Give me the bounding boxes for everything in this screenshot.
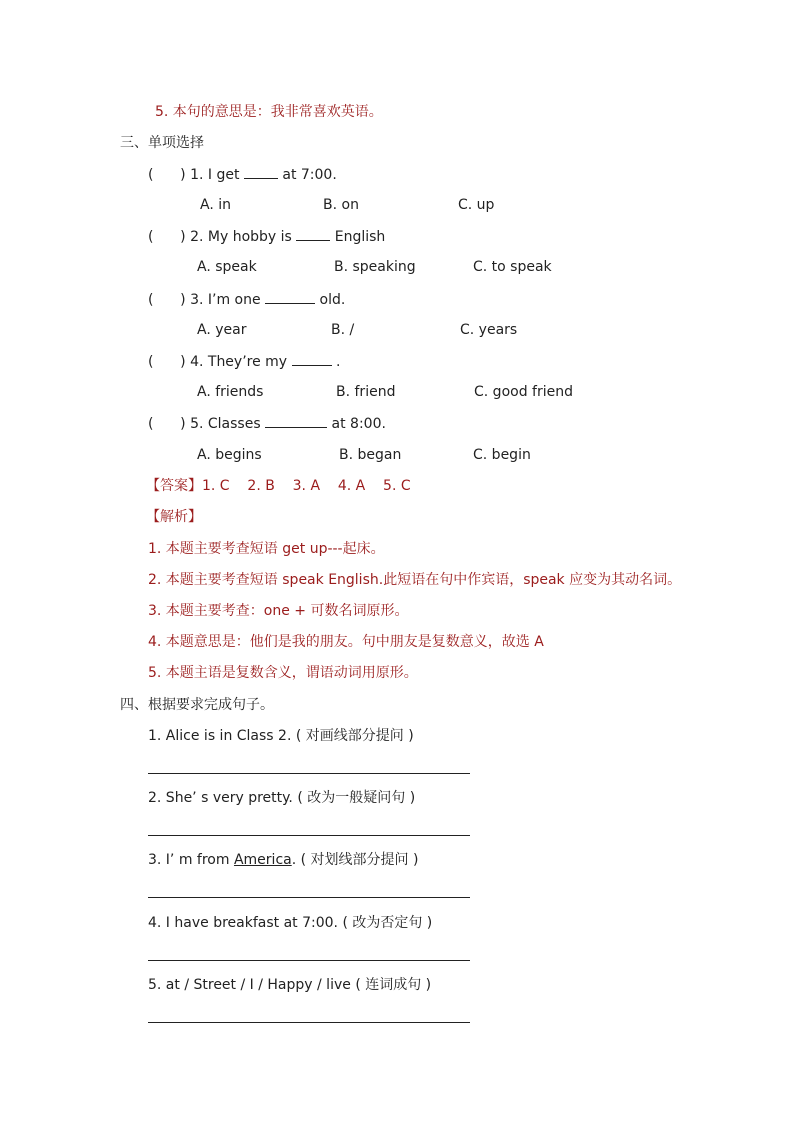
analysis-item-1: 1. 本题主要考查短语 get up---起床。 bbox=[148, 541, 385, 557]
answer-line[interactable] bbox=[148, 960, 470, 961]
answer-blank bbox=[244, 165, 278, 179]
answer-blank bbox=[292, 352, 332, 366]
answer-blank bbox=[296, 227, 330, 241]
answer-blank bbox=[265, 290, 315, 304]
option-a: A. in bbox=[200, 197, 231, 213]
analysis-label: 【解析】 bbox=[146, 509, 202, 525]
question-3: ( ) 3. I’m one old. bbox=[148, 292, 346, 308]
task-instruction: ( 对画线部分提问 ) bbox=[295, 728, 414, 744]
option-a: A. speak bbox=[197, 259, 257, 275]
task-instruction: ( 改为一般疑问句 ) bbox=[297, 790, 416, 806]
analysis-item-5: 5. 本题主语是复数含义，谓语动词用原形。 bbox=[148, 665, 418, 681]
option-c: C. good friend bbox=[474, 384, 573, 400]
task-2: 2. She’ s very pretty. ( 改为一般疑问句 ) bbox=[148, 790, 416, 806]
answer-bracket[interactable]: ( ) bbox=[148, 229, 186, 245]
option-a: A. friends bbox=[197, 384, 264, 400]
answer-label: 【答案】 bbox=[146, 478, 202, 494]
option-b: B. on bbox=[323, 197, 359, 213]
option-b: B. / bbox=[331, 322, 355, 338]
answer-1: 1. C bbox=[202, 478, 230, 494]
task-1: 1. Alice is in Class 2. ( 对画线部分提问 ) bbox=[148, 728, 414, 744]
option-c: C. years bbox=[460, 322, 518, 338]
answer-bracket[interactable]: ( ) bbox=[148, 354, 186, 370]
answer-2: 2. B bbox=[247, 478, 275, 494]
answer-line[interactable] bbox=[148, 835, 470, 836]
question-5: ( ) 5. Classes at 8:00. bbox=[148, 416, 386, 432]
section4-heading: 四、根据要求完成句子。 bbox=[120, 697, 274, 713]
task-4: 4. I have breakfast at 7:00. ( 改为否定句 ) bbox=[148, 915, 433, 931]
answer-5: 5. C bbox=[383, 478, 411, 494]
option-b: B. began bbox=[339, 447, 402, 463]
question-1: ( ) 1. I get at 7:00. bbox=[148, 167, 337, 183]
answer-blank bbox=[265, 414, 327, 428]
option-c: C. begin bbox=[473, 447, 531, 463]
task-instruction: ( 改为否定句 ) bbox=[342, 915, 433, 931]
top-note: 5. 本句的意思是：我非常喜欢英语。 bbox=[155, 104, 383, 120]
answer-key bbox=[146, 477, 411, 495]
answer-line[interactable] bbox=[148, 1022, 470, 1023]
question-2: ( ) 2. My hobby is English bbox=[148, 229, 386, 245]
answer-line[interactable] bbox=[148, 773, 470, 774]
analysis-item-4: 4. 本题意思是：他们是我的朋友。句中朋友是复数意义，故选 A bbox=[148, 634, 544, 650]
option-b: B. friend bbox=[336, 384, 396, 400]
option-b: B. speaking bbox=[334, 259, 416, 275]
option-c: C. to speak bbox=[473, 259, 552, 275]
analysis-item-3: 3. 本题主要考查：one + 可数名词原形。 bbox=[148, 603, 409, 619]
answer-3: 3. A bbox=[292, 478, 321, 494]
task-5: 5. at / Street / I / Happy / live ( 连词成句 ) bbox=[148, 977, 432, 993]
task-instruction: ( 对划线部分提问 ) bbox=[300, 852, 419, 868]
task-3: 3. I’ m from America. ( 对划线部分提问 ) bbox=[148, 852, 419, 868]
analysis-item-2: 2. 本题主要考查短语 speak English.此短语在句中作宾语，speak 应变为其动名词。 bbox=[148, 572, 682, 588]
option-a: A. begins bbox=[197, 447, 262, 463]
answer-bracket[interactable]: ( ) bbox=[148, 167, 186, 183]
answer-line[interactable] bbox=[148, 897, 470, 898]
question-4: ( ) 4. They’re my . bbox=[148, 354, 341, 370]
answer-bracket[interactable]: ( ) bbox=[148, 292, 186, 308]
answer-4: 4. A bbox=[337, 478, 366, 494]
section3-heading: 三、单项选择 bbox=[120, 135, 204, 151]
option-a: A. year bbox=[197, 322, 247, 338]
underlined-word: America bbox=[233, 852, 292, 868]
answer-bracket[interactable]: ( ) bbox=[148, 416, 186, 432]
option-c: C. up bbox=[458, 197, 495, 213]
task-instruction: ( 连词成句 ) bbox=[355, 977, 432, 993]
